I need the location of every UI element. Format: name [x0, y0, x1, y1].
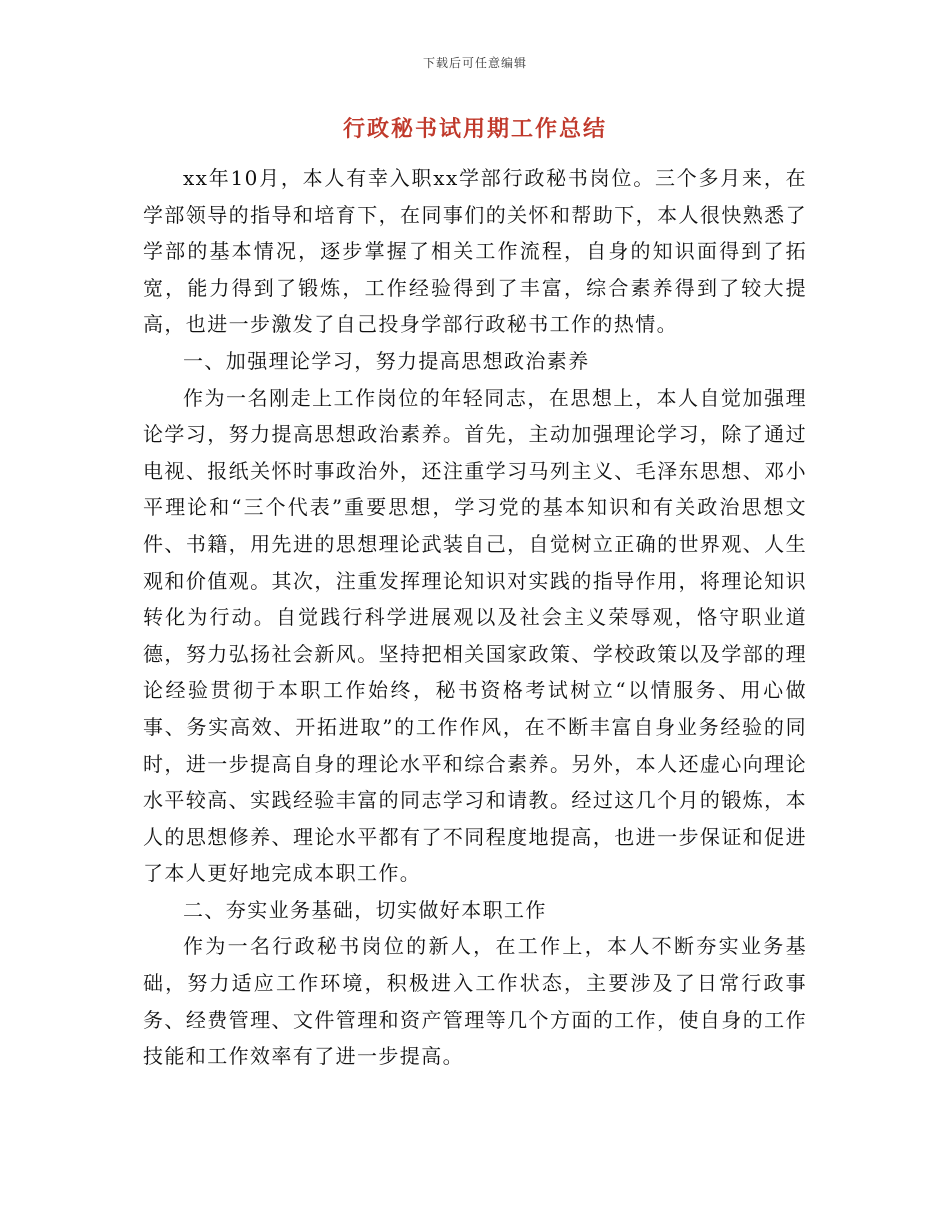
document-title: 行政秘书试用期工作总结: [342, 116, 607, 142]
paragraph-intro: xx年10月，本人有幸入职xx学部行政秘书岗位。三个多月来，在学部领导的指导和培育下，在同事们的关怀和帮助下，本人很快熟悉了学部的基本情况，逐步掌握了相关工作流程，自身的知识面得到了拓宽，能力得到了锻炼，工作经验得到了丰富，综合素养得到了较大提高，也进一步激发了自己投身学部行政秘书工作的热情。: [143, 166, 807, 337]
section-heading-1: 一、加强理论学习，努力提高思想政治素养: [183, 348, 590, 373]
paragraph-section-1: 作为一名刚走上工作岗位的年轻同志，在思想上，本人自觉加强理论学习，努力提高思想政治素养。首先，主动加强理论学习，除了通过电视、报纸关怀时事政治外，还注重学习马列主义、毛泽东思想、邓小平理论和“三个代表”重要思想，学习党的基本知识和有关政治思想文件、书籍，用先进的思想理论武装自己，自觉树立正确的世界观、人生观和价值观。其次，注重发挥理论知识对实践的指导作用，将理论知识转化为行动。自觉践行科学进展观以及社会主义荣辱观，恪守职业道德，努力弘扬社会新风。坚持把相关国家政策、学校政策以及学部的理论经验贯彻于本职工作始终，秘书资格考试树立“以情服务、用心做事、务实高效、开拓进取”的工作作风，在不断丰富自身业务经验的同时，进一步提高自身的理论水平和综合素养。另外，本人还虚心向理论水平较高、实践经验丰富的同志学习和请教。经过这几个月的锻炼，本人的思想修养、理论水平都有了不同程度地提高，也进一步保证和促进了本人更好地完成本职工作。: [143, 385, 807, 886]
document-body: [143, 160, 807, 1075]
section-heading-2: 二、夯实业务基础，切实做好本职工作: [183, 897, 547, 922]
paragraph-section-2: 作为一名行政秘书岗位的新人，在工作上，本人不断夯实业务基础，努力适应工作环境，积极进入工作状态，主要涉及了日常行政事务、经费管理、文件管理和资产管理等几个方面的工作，使自身的工作技能和工作效率有了进一步提高。: [143, 934, 807, 1069]
header-note: 下载后可任意编辑: [422, 56, 527, 70]
